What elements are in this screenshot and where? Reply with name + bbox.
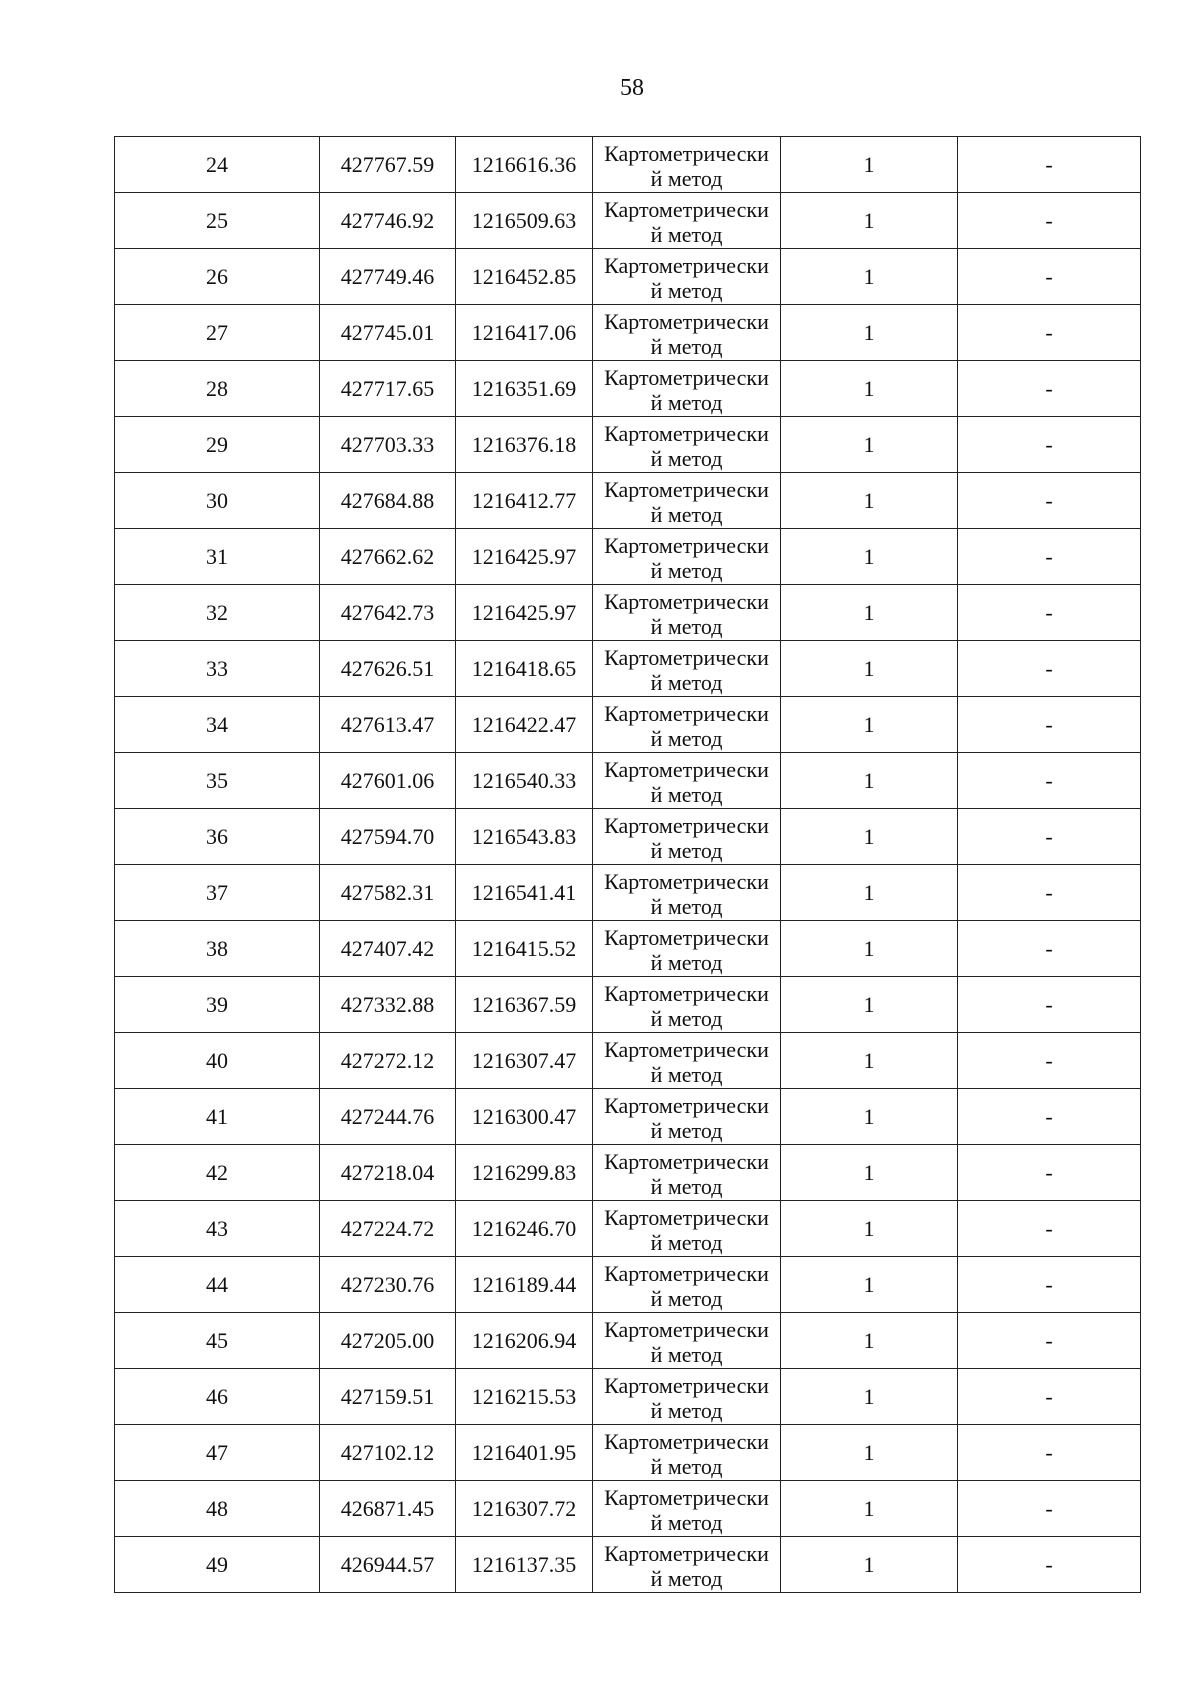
accuracy-cell: 1 bbox=[781, 417, 958, 473]
note-cell: - bbox=[958, 977, 1141, 1033]
y-coordinate-cell: 1216425.97 bbox=[456, 585, 593, 641]
point-number-cell: 24 bbox=[115, 137, 320, 193]
table-row bbox=[115, 1537, 1141, 1593]
note-cell: - bbox=[958, 641, 1141, 697]
method-line-2: й метод bbox=[650, 277, 723, 303]
point-number-cell: 40 bbox=[115, 1033, 320, 1089]
method-line-1: Картометрически bbox=[604, 1316, 769, 1342]
table-row bbox=[115, 1481, 1141, 1537]
note-cell: - bbox=[958, 1481, 1141, 1537]
point-number-cell: 37 bbox=[115, 865, 320, 921]
method-line-1: Картометрически bbox=[604, 1540, 769, 1566]
x-coordinate-cell: 427407.42 bbox=[320, 921, 456, 977]
note-cell: - bbox=[958, 249, 1141, 305]
method-cell bbox=[593, 753, 781, 809]
method-cell bbox=[593, 473, 781, 529]
table-row bbox=[115, 865, 1141, 921]
method-cell bbox=[593, 529, 781, 585]
method-line-1: Картометрически bbox=[604, 1372, 769, 1398]
y-coordinate-cell: 1216376.18 bbox=[456, 417, 593, 473]
method-line-2: й метод bbox=[650, 389, 723, 415]
x-coordinate-cell: 427767.59 bbox=[320, 137, 456, 193]
note-cell: - bbox=[958, 417, 1141, 473]
y-coordinate-cell: 1216412.77 bbox=[456, 473, 593, 529]
accuracy-cell: 1 bbox=[781, 977, 958, 1033]
x-coordinate-cell: 427244.76 bbox=[320, 1089, 456, 1145]
method-line-1: Картометрически bbox=[604, 644, 769, 670]
note-cell: - bbox=[958, 1089, 1141, 1145]
x-coordinate-cell: 427642.73 bbox=[320, 585, 456, 641]
method-cell bbox=[593, 1257, 781, 1313]
accuracy-cell: 1 bbox=[781, 753, 958, 809]
accuracy-cell: 1 bbox=[781, 1145, 958, 1201]
point-number-cell: 32 bbox=[115, 585, 320, 641]
accuracy-cell: 1 bbox=[781, 921, 958, 977]
page-number: 58 bbox=[620, 75, 644, 101]
x-coordinate-cell: 427601.06 bbox=[320, 753, 456, 809]
method-cell bbox=[593, 417, 781, 473]
note-cell: - bbox=[958, 1369, 1141, 1425]
x-coordinate-cell: 427159.51 bbox=[320, 1369, 456, 1425]
accuracy-cell: 1 bbox=[781, 865, 958, 921]
method-line-2: й метод bbox=[650, 221, 723, 247]
x-coordinate-cell: 427684.88 bbox=[320, 473, 456, 529]
point-number-cell: 47 bbox=[115, 1425, 320, 1481]
table-row bbox=[115, 1425, 1141, 1481]
method-line-2: й метод bbox=[650, 837, 723, 863]
note-cell: - bbox=[958, 697, 1141, 753]
y-coordinate-cell: 1216425.97 bbox=[456, 529, 593, 585]
method-line-1: Картометрически bbox=[604, 700, 769, 726]
y-coordinate-cell: 1216137.35 bbox=[456, 1537, 593, 1593]
point-number-cell: 31 bbox=[115, 529, 320, 585]
coordinates-table bbox=[114, 136, 1141, 1593]
point-number-cell: 38 bbox=[115, 921, 320, 977]
method-cell bbox=[593, 193, 781, 249]
note-cell: - bbox=[958, 753, 1141, 809]
method-line-1: Картометрически bbox=[604, 1260, 769, 1286]
method-line-2: й метод bbox=[650, 613, 723, 639]
table-row bbox=[115, 137, 1141, 193]
point-number-cell: 26 bbox=[115, 249, 320, 305]
x-coordinate-cell: 427205.00 bbox=[320, 1313, 456, 1369]
point-number-cell: 30 bbox=[115, 473, 320, 529]
method-line-1: Картометрически bbox=[604, 1204, 769, 1230]
method-cell bbox=[593, 865, 781, 921]
method-cell bbox=[593, 305, 781, 361]
table-row bbox=[115, 361, 1141, 417]
y-coordinate-cell: 1216300.47 bbox=[456, 1089, 593, 1145]
x-coordinate-cell: 427703.33 bbox=[320, 417, 456, 473]
x-coordinate-cell: 427224.72 bbox=[320, 1201, 456, 1257]
method-cell bbox=[593, 977, 781, 1033]
table-row bbox=[115, 809, 1141, 865]
x-coordinate-cell: 427749.46 bbox=[320, 249, 456, 305]
point-number-cell: 46 bbox=[115, 1369, 320, 1425]
point-number-cell: 33 bbox=[115, 641, 320, 697]
note-cell: - bbox=[958, 193, 1141, 249]
note-cell: - bbox=[958, 361, 1141, 417]
point-number-cell: 35 bbox=[115, 753, 320, 809]
method-line-1: Картометрически bbox=[604, 924, 769, 950]
method-cell bbox=[593, 1481, 781, 1537]
method-cell bbox=[593, 1425, 781, 1481]
table-row bbox=[115, 249, 1141, 305]
table-row bbox=[115, 305, 1141, 361]
y-coordinate-cell: 1216509.63 bbox=[456, 193, 593, 249]
method-line-1: Картометрически bbox=[604, 1484, 769, 1510]
x-coordinate-cell: 427745.01 bbox=[320, 305, 456, 361]
note-cell: - bbox=[958, 1201, 1141, 1257]
accuracy-cell: 1 bbox=[781, 137, 958, 193]
accuracy-cell: 1 bbox=[781, 1537, 958, 1593]
accuracy-cell: 1 bbox=[781, 1313, 958, 1369]
method-line-2: й метод bbox=[650, 893, 723, 919]
note-cell: - bbox=[958, 921, 1141, 977]
method-cell bbox=[593, 137, 781, 193]
point-number-cell: 27 bbox=[115, 305, 320, 361]
accuracy-cell: 1 bbox=[781, 1089, 958, 1145]
method-line-1: Картометрически bbox=[604, 476, 769, 502]
y-coordinate-cell: 1216540.33 bbox=[456, 753, 593, 809]
method-line-1: Картометрически bbox=[604, 252, 769, 278]
point-number-cell: 49 bbox=[115, 1537, 320, 1593]
x-coordinate-cell: 427594.70 bbox=[320, 809, 456, 865]
method-line-1: Картометрически bbox=[604, 420, 769, 446]
accuracy-cell: 1 bbox=[781, 529, 958, 585]
method-cell bbox=[593, 697, 781, 753]
method-line-1: Картометрически bbox=[604, 1092, 769, 1118]
table-row bbox=[115, 193, 1141, 249]
method-line-2: й метод bbox=[650, 1173, 723, 1199]
method-cell bbox=[593, 249, 781, 305]
table-row bbox=[115, 921, 1141, 977]
accuracy-cell: 1 bbox=[781, 249, 958, 305]
note-cell: - bbox=[958, 585, 1141, 641]
method-line-2: й метод bbox=[650, 1061, 723, 1087]
method-cell bbox=[593, 1313, 781, 1369]
point-number-cell: 25 bbox=[115, 193, 320, 249]
note-cell: - bbox=[958, 529, 1141, 585]
table-row bbox=[115, 753, 1141, 809]
y-coordinate-cell: 1216246.70 bbox=[456, 1201, 593, 1257]
method-line-1: Картометрически bbox=[604, 1148, 769, 1174]
method-line-2: й метод bbox=[650, 1397, 723, 1423]
method-line-2: й метод bbox=[650, 1565, 723, 1591]
note-cell: - bbox=[958, 1537, 1141, 1593]
x-coordinate-cell: 427230.76 bbox=[320, 1257, 456, 1313]
point-number-cell: 29 bbox=[115, 417, 320, 473]
point-number-cell: 44 bbox=[115, 1257, 320, 1313]
y-coordinate-cell: 1216307.72 bbox=[456, 1481, 593, 1537]
method-line-2: й метод bbox=[650, 949, 723, 975]
y-coordinate-cell: 1216401.95 bbox=[456, 1425, 593, 1481]
method-line-2: й метод bbox=[650, 557, 723, 583]
method-line-2: й метод bbox=[650, 781, 723, 807]
x-coordinate-cell: 427218.04 bbox=[320, 1145, 456, 1201]
method-line-1: Картометрически bbox=[604, 364, 769, 390]
note-cell: - bbox=[958, 1425, 1141, 1481]
table-row bbox=[115, 977, 1141, 1033]
note-cell: - bbox=[958, 137, 1141, 193]
table-row bbox=[115, 417, 1141, 473]
table-row bbox=[115, 1033, 1141, 1089]
method-line-2: й метод bbox=[650, 333, 723, 359]
point-number-cell: 43 bbox=[115, 1201, 320, 1257]
method-cell bbox=[593, 1201, 781, 1257]
note-cell: - bbox=[958, 809, 1141, 865]
accuracy-cell: 1 bbox=[781, 1425, 958, 1481]
method-line-2: й метод bbox=[650, 1285, 723, 1311]
y-coordinate-cell: 1216452.85 bbox=[456, 249, 593, 305]
point-number-cell: 28 bbox=[115, 361, 320, 417]
y-coordinate-cell: 1216351.69 bbox=[456, 361, 593, 417]
accuracy-cell: 1 bbox=[781, 1369, 958, 1425]
accuracy-cell: 1 bbox=[781, 1257, 958, 1313]
x-coordinate-cell: 426871.45 bbox=[320, 1481, 456, 1537]
y-coordinate-cell: 1216422.47 bbox=[456, 697, 593, 753]
table-row bbox=[115, 1257, 1141, 1313]
x-coordinate-cell: 427332.88 bbox=[320, 977, 456, 1033]
point-number-cell: 48 bbox=[115, 1481, 320, 1537]
y-coordinate-cell: 1216417.06 bbox=[456, 305, 593, 361]
x-coordinate-cell: 427746.92 bbox=[320, 193, 456, 249]
method-line-2: й метод bbox=[650, 1005, 723, 1031]
y-coordinate-cell: 1216307.47 bbox=[456, 1033, 593, 1089]
y-coordinate-cell: 1216215.53 bbox=[456, 1369, 593, 1425]
method-line-2: й метод bbox=[650, 1117, 723, 1143]
method-line-2: й метод bbox=[650, 669, 723, 695]
note-cell: - bbox=[958, 1145, 1141, 1201]
x-coordinate-cell: 427626.51 bbox=[320, 641, 456, 697]
y-coordinate-cell: 1216418.65 bbox=[456, 641, 593, 697]
y-coordinate-cell: 1216543.83 bbox=[456, 809, 593, 865]
note-cell: - bbox=[958, 865, 1141, 921]
accuracy-cell: 1 bbox=[781, 641, 958, 697]
table-body bbox=[115, 137, 1141, 1593]
method-cell bbox=[593, 1369, 781, 1425]
method-line-1: Картометрически bbox=[604, 868, 769, 894]
x-coordinate-cell: 427717.65 bbox=[320, 361, 456, 417]
point-number-cell: 45 bbox=[115, 1313, 320, 1369]
accuracy-cell: 1 bbox=[781, 305, 958, 361]
method-cell bbox=[593, 585, 781, 641]
method-line-2: й метод bbox=[650, 1453, 723, 1479]
y-coordinate-cell: 1216206.94 bbox=[456, 1313, 593, 1369]
method-line-1: Картометрически bbox=[604, 196, 769, 222]
point-number-cell: 41 bbox=[115, 1089, 320, 1145]
note-cell: - bbox=[958, 473, 1141, 529]
point-number-cell: 42 bbox=[115, 1145, 320, 1201]
table-row bbox=[115, 641, 1141, 697]
method-line-1: Картометрически bbox=[604, 588, 769, 614]
accuracy-cell: 1 bbox=[781, 1033, 958, 1089]
x-coordinate-cell: 426944.57 bbox=[320, 1537, 456, 1593]
accuracy-cell: 1 bbox=[781, 809, 958, 865]
note-cell: - bbox=[958, 1313, 1141, 1369]
note-cell: - bbox=[958, 305, 1141, 361]
y-coordinate-cell: 1216299.83 bbox=[456, 1145, 593, 1201]
accuracy-cell: 1 bbox=[781, 361, 958, 417]
method-cell bbox=[593, 1089, 781, 1145]
table-row bbox=[115, 1201, 1141, 1257]
method-cell bbox=[593, 921, 781, 977]
method-line-1: Картометрически bbox=[604, 532, 769, 558]
table-row bbox=[115, 473, 1141, 529]
x-coordinate-cell: 427662.62 bbox=[320, 529, 456, 585]
table-row bbox=[115, 585, 1141, 641]
method-line-1: Картометрически bbox=[604, 140, 769, 166]
method-line-1: Картометрически bbox=[604, 980, 769, 1006]
method-line-2: й метод bbox=[650, 165, 723, 191]
table-row bbox=[115, 1369, 1141, 1425]
method-line-2: й метод bbox=[650, 1229, 723, 1255]
method-line-2: й метод bbox=[650, 501, 723, 527]
method-cell bbox=[593, 361, 781, 417]
x-coordinate-cell: 427613.47 bbox=[320, 697, 456, 753]
method-cell bbox=[593, 641, 781, 697]
method-line-1: Картометрически bbox=[604, 1428, 769, 1454]
note-cell: - bbox=[958, 1033, 1141, 1089]
method-cell bbox=[593, 1537, 781, 1593]
table-row bbox=[115, 529, 1141, 585]
method-line-2: й метод bbox=[650, 1341, 723, 1367]
table-row bbox=[115, 1145, 1141, 1201]
x-coordinate-cell: 427272.12 bbox=[320, 1033, 456, 1089]
accuracy-cell: 1 bbox=[781, 1481, 958, 1537]
accuracy-cell: 1 bbox=[781, 193, 958, 249]
point-number-cell: 34 bbox=[115, 697, 320, 753]
table-row bbox=[115, 1313, 1141, 1369]
method-line-1: Картометрически bbox=[604, 756, 769, 782]
method-line-2: й метод bbox=[650, 725, 723, 751]
method-cell bbox=[593, 809, 781, 865]
y-coordinate-cell: 1216415.52 bbox=[456, 921, 593, 977]
accuracy-cell: 1 bbox=[781, 697, 958, 753]
table-row bbox=[115, 697, 1141, 753]
table-row bbox=[115, 1089, 1141, 1145]
method-line-1: Картометрически bbox=[604, 812, 769, 838]
x-coordinate-cell: 427582.31 bbox=[320, 865, 456, 921]
method-line-1: Картометрически bbox=[604, 1036, 769, 1062]
point-number-cell: 36 bbox=[115, 809, 320, 865]
method-cell bbox=[593, 1033, 781, 1089]
accuracy-cell: 1 bbox=[781, 585, 958, 641]
y-coordinate-cell: 1216541.41 bbox=[456, 865, 593, 921]
y-coordinate-cell: 1216616.36 bbox=[456, 137, 593, 193]
method-line-2: й метод bbox=[650, 445, 723, 471]
method-line-1: Картометрически bbox=[604, 308, 769, 334]
method-line-2: й метод bbox=[650, 1509, 723, 1535]
accuracy-cell: 1 bbox=[781, 473, 958, 529]
method-cell bbox=[593, 1145, 781, 1201]
note-cell: - bbox=[958, 1257, 1141, 1313]
point-number-cell: 39 bbox=[115, 977, 320, 1033]
x-coordinate-cell: 427102.12 bbox=[320, 1425, 456, 1481]
y-coordinate-cell: 1216367.59 bbox=[456, 977, 593, 1033]
accuracy-cell: 1 bbox=[781, 1201, 958, 1257]
y-coordinate-cell: 1216189.44 bbox=[456, 1257, 593, 1313]
